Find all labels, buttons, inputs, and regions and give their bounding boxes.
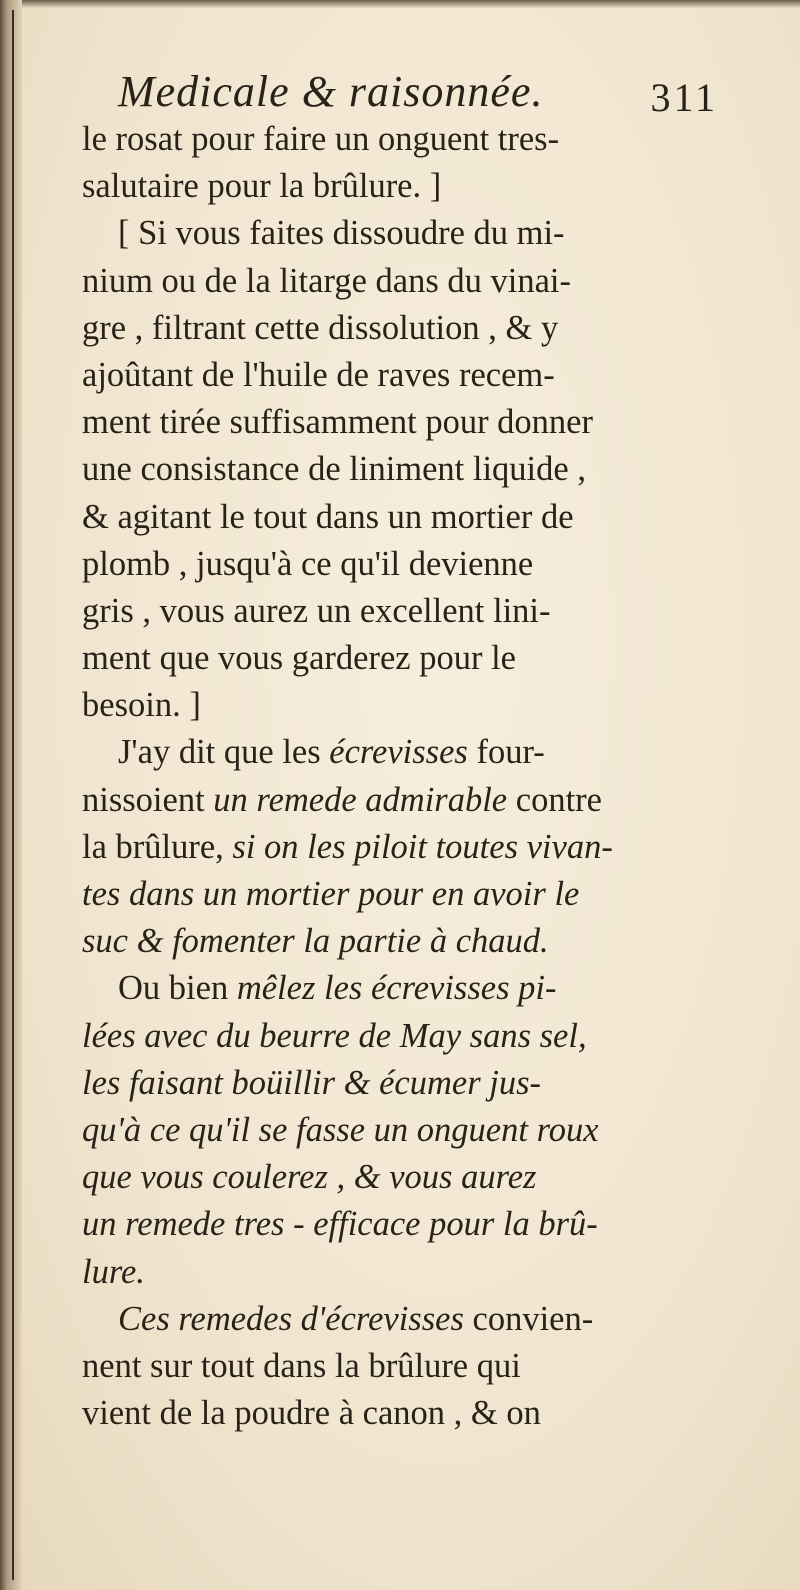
text-segment: nissoient (82, 780, 205, 819)
text-line (82, 588, 712, 635)
binding-gutter (0, 0, 22, 1590)
text-segment: vient de la poudre à canon , & on (82, 1394, 541, 1433)
text-line (82, 729, 712, 776)
gutter-shadow-line (12, 10, 14, 1580)
text-line (82, 1343, 712, 1390)
page-top-edge (0, 0, 800, 8)
text-line (82, 777, 712, 824)
text-segment: convien- (472, 1299, 594, 1338)
text-line (82, 1107, 712, 1154)
text-segment: four- (476, 733, 545, 772)
text-segment: ment que vous garderez pour le (82, 639, 516, 678)
text-line (82, 965, 712, 1012)
text-line (82, 116, 712, 163)
text-line (82, 541, 712, 588)
text-segment: plomb , jusqu'à ce qu'il devienne (82, 544, 534, 583)
text-line (82, 635, 712, 682)
text-segment: le rosat pour faire un onguent tres- (82, 120, 560, 158)
text-segment: nium ou de la litarge dans du vinai- (82, 261, 571, 300)
italic-segment: qu'à ce qu'il se fasse un onguent roux (82, 1110, 599, 1149)
italic-segment: lure. (82, 1252, 145, 1291)
text-line (82, 1390, 712, 1437)
text-segment: la brûlure, (82, 827, 224, 866)
text-line (82, 305, 712, 352)
text-segment: [ Si vous faites dissoudre du mi- (118, 214, 565, 253)
italic-segment: tes dans un mortier pour en avoir le (82, 875, 580, 913)
text-segment: & agitant le tout dans un mortier de (82, 497, 574, 536)
text-line (82, 210, 712, 257)
italic-segment: lées avec du beurre de May sans sel, (82, 1016, 587, 1055)
italic-segment: un remede admirable (213, 780, 508, 819)
italic-segment: Ces remedes d'écrevisses (118, 1299, 464, 1338)
italic-segment: un remede tres - efficace pour la brû- (82, 1205, 598, 1244)
text-line (82, 399, 712, 446)
text-segment: une consistance de liniment liquide , (82, 450, 586, 489)
text-line (82, 258, 712, 305)
text-segment: J'ay dit que les (118, 733, 321, 772)
page-number: 311 (650, 75, 718, 120)
text-line (82, 682, 712, 729)
text-segment: ment tirée suffisamment pour donner (82, 403, 593, 442)
text-line (82, 871, 712, 918)
text-line (82, 1201, 712, 1248)
text-segment: besoin. ] (82, 686, 201, 725)
italic-segment: les faisant boüillir & écumer jus- (82, 1063, 542, 1102)
text-segment: ajoûtant de l'huile de raves recem- (82, 355, 555, 394)
italic-segment: mêlez les écrevisses pi- (236, 969, 557, 1008)
text-line (82, 1060, 712, 1107)
text-line (82, 163, 712, 210)
italic-segment: suc & fomenter la partie à chaud. (82, 922, 549, 961)
italic-segment: que vous coulerez , & vous aurez (82, 1158, 537, 1197)
text-segment: contre (515, 780, 602, 819)
italic-segment: écrevisses (329, 733, 468, 772)
text-line (82, 1013, 712, 1060)
italic-segment: si on les piloit toutes vivan- (232, 827, 613, 866)
text-segment: gre , filtrant cette dissolution , & y (82, 308, 559, 347)
body-text (82, 116, 712, 1437)
text-line (82, 494, 712, 541)
text-line (82, 1249, 712, 1296)
text-segment: Ou bien (118, 969, 229, 1008)
text-segment: gris , vous aurez un excellent lini- (82, 591, 551, 630)
text-line (82, 446, 712, 493)
text-line (82, 1154, 712, 1201)
text-segment: salutaire pour la brûlure. ] (82, 167, 442, 206)
text-segment: nent sur tout dans la brûlure qui (82, 1346, 521, 1385)
running-head: Medicale & raisonnée. (118, 67, 544, 116)
text-line (82, 824, 712, 871)
text-line (82, 918, 712, 965)
text-line (82, 352, 712, 399)
text-line (82, 1296, 712, 1343)
